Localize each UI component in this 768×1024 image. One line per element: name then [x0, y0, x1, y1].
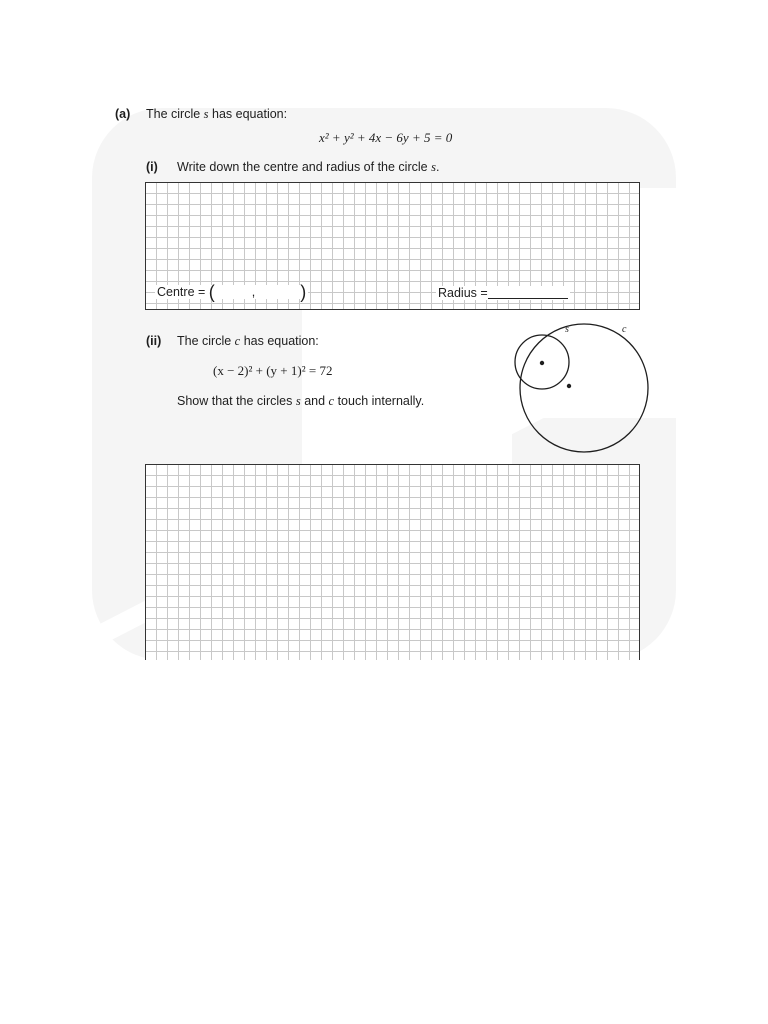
part-ii-intro	[177, 334, 319, 349]
centre-label: Centre =	[157, 285, 206, 299]
worksheet-scan	[92, 88, 676, 660]
part-ii-intro-pre: The circle	[177, 334, 232, 348]
circle-s-equation: x² + y² + 4x − 6y + 5 = 0	[319, 130, 453, 145]
part-i-label: (i)	[146, 160, 158, 174]
circle-s-centre-dot	[540, 361, 544, 365]
part-a-intro-pre: The circle	[146, 107, 201, 121]
circle-c-centre-dot	[567, 384, 571, 388]
part-ii-show-var1: s	[295, 394, 301, 408]
centre-close-paren: )	[300, 282, 307, 302]
part-ii-show-var2: c	[328, 394, 335, 408]
radius-blank[interactable]	[488, 286, 568, 299]
part-ii-intro-post: has equation:	[243, 334, 319, 348]
centre-open-paren: (	[208, 282, 215, 302]
part-ii-show-post: touch internally.	[337, 394, 425, 408]
centre-answer	[155, 282, 308, 302]
part-a-label: (a)	[115, 107, 131, 121]
circles-diagram	[504, 320, 654, 456]
part-ii-question	[177, 394, 424, 409]
part-ii-intro-var: c	[234, 334, 241, 348]
circle-c-label: c	[622, 324, 627, 335]
answer-box-ii[interactable]	[145, 464, 640, 660]
radius-label: Radius =	[438, 286, 488, 300]
part-a-intro	[146, 107, 287, 122]
part-ii-label: (ii)	[146, 334, 162, 348]
part-ii-show-pre: Show that the circles	[177, 394, 293, 408]
part-i-question-var: s	[431, 160, 436, 174]
part-i-question-pre: Write down the centre and radius of the circle	[177, 160, 428, 174]
circle-s-label: s	[565, 324, 569, 335]
circle-c-equation: (x − 2)² + (y + 1)² = 72	[213, 363, 333, 378]
part-ii-show-mid: and	[304, 394, 326, 408]
centre-comma: ,	[251, 285, 256, 299]
part-i-question-post: .	[435, 160, 440, 174]
part-a-intro-var: s	[203, 107, 209, 121]
part-a-intro-post: has equation:	[212, 107, 288, 121]
part-i-question	[177, 160, 439, 175]
radius-answer	[436, 286, 570, 300]
circle-c-outline	[520, 324, 648, 452]
